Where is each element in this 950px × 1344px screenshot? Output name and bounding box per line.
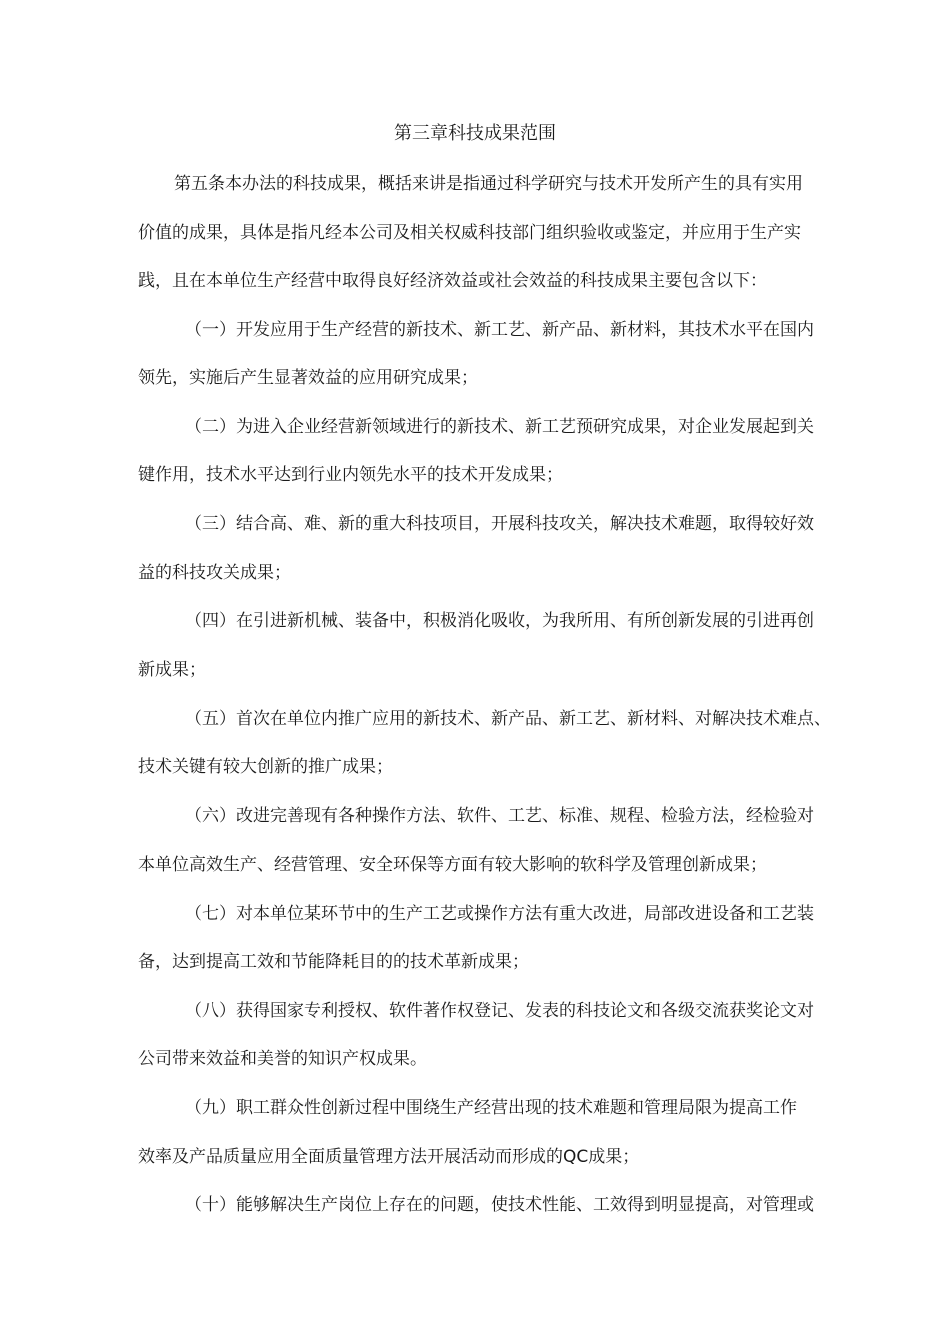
item-5-line-1: （五）首次在单位内推广应用的新技术、新产品、新工艺、新材料、对解决技术难点、 [185,709,831,729]
item-5-line-2: 技术关键有较大创新的推广成果； [138,757,393,777]
item-6-line-1: （六）改进完善现有各种操作方法、软件、工艺、标准、规程、检验方法，经检验对 [185,806,814,826]
item-4-line-2: 新成果； [138,660,206,680]
item-2-line-1: （二）为进入企业经营新领域进行的新技术、新工艺预研究成果，对企业发展起到关 [185,417,814,437]
item-8-line-1: （八）获得国家专利授权、软件著作权登记、发表的科技论文和各级交流获奖论文对 [185,1001,814,1021]
item-3-line-2: 益的科技攻关成果； [138,563,291,583]
article-5-line-2: 价值的成果，具体是指凡经本公司及相关权威科技部门组织验收或鉴定，并应用于生产实 [138,223,801,243]
item-1-line-1: （一）开发应用于生产经营的新技术、新工艺、新产品、新材料，其技术水平在国内 [185,320,814,340]
item-2-line-2: 键作用，技术水平达到行业内领先水平的技术开发成果； [138,465,563,485]
article-5-line-3: 践，且在本单位生产经营中取得良好经济效益或社会效益的科技成果主要包含以下： [138,271,767,291]
article-5-line-1: 第五条本办法的科技成果，概括来讲是指通过科学研究与技术开发所产生的具有实用 [174,174,803,194]
item-1-line-2: 领先，实施后产生显著效益的应用研究成果； [138,368,478,388]
item-9-line-1: （九）职工群众性创新过程中围绕生产经营出现的技术难题和管理局限为提高工作 [185,1098,797,1118]
item-8-line-2: 公司带来效益和美誉的知识产权成果。 [138,1049,427,1069]
item-3-line-1: （三）结合高、难、新的重大科技项目，开展科技攻关，解决技术难题，取得较好效 [185,514,814,534]
item-4-line-1: （四）在引进新机械、装备中，积极消化吸收，为我所用、有所创新发展的引进再创 [185,611,814,631]
chapter-title: 第三章科技成果范围 [394,123,556,144]
item-6-line-2: 本单位高效生产、经营管理、安全环保等方面有较大影响的软科学及管理创新成果； [138,855,767,875]
item-9-line-2: 效率及产品质量应用全面质量管理方法开展活动而形成的QC成果； [138,1147,640,1167]
item-7-line-2: 备，达到提高工效和节能降耗目的的技术革新成果； [138,952,529,972]
item-10-line-1: （十）能够解决生产岗位上存在的问题，使技术性能、工效得到明显提高，对管理或 [185,1195,814,1215]
item-7-line-1: （七）对本单位某环节中的生产工艺或操作方法有重大改进，局部改进设备和工艺装 [185,904,814,924]
